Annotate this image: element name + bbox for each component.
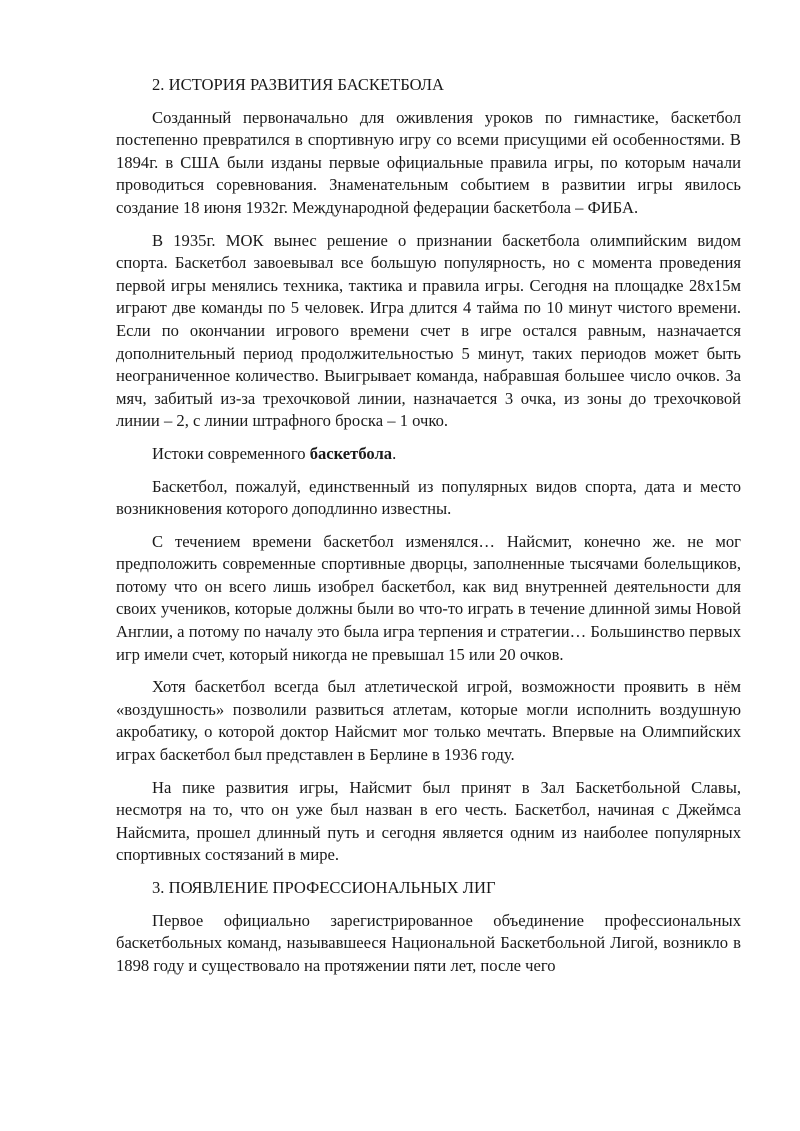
origins-text: Истоки современного — [152, 443, 310, 463]
paragraph-first-league: Первое официально зарегистрированное объединение профессиональных баскетбольных команд, называвшееся Национальной Баскетбольной Лигой, возникло в 1898 году и существовало на протяжении пяти лет, после чего — [116, 910, 741, 975]
origins-period: . — [392, 443, 397, 463]
paragraph-athletic-game: Хотя баскетбол всегда был атлетической игрой, возможности проявить в нём «воздушность» позволили развиться атлетам, которые могли исполнить воздушную акробатику, о которой доктор Найсмит мог только мечтать. Впервые на Олимпийских играх баскетбол был представлен в Берлине в 1936 году. — [116, 677, 741, 765]
paragraph-hall-of-fame: На пике развития игры, Найсмит был принят в Зал Баскетбольной Славы, несмотря на то, что он уже был назван в его честь. Баскетбол, начиная с Джеймса Найсмита, прошел длинный путь и сегодня является одним из наиболее популярных спортивных состязаний в мире. — [116, 777, 741, 865]
paragraph-origins-title — [116, 443, 741, 466]
document-page — [116, 74, 741, 987]
section-heading-history: 2. ИСТОРИЯ РАЗВИТИЯ БАСКЕТБОЛА — [152, 75, 445, 94]
section-heading-pro-leagues: 3. ПОЯВЛЕНИЕ ПРОФЕССИОНАЛЬНЫХ ЛИГ — [152, 878, 496, 897]
paragraph-naismith-change: С течением времени баскетбол изменялся… Найсмит, конечно же. не мог предположить современные спортивные дворцы, заполненные тысячами болельщиков, потому что он всего лишь изобрел баскетбол, как вид внутренней деятельности для своих учеников, которые должны были во что-то играть в течение длинной зимы Новой Англии, а потому по началу это была игра терпения и стратегии… Большинство первых игр имели счет, который никогда не превышал 15 или 20 очков. — [116, 531, 741, 664]
origins-bold-word: баскетбола — [309, 443, 393, 463]
paragraph-origin: Созданный первоначально для оживления уроков по гимнастике, баскетбол постепенно превратился в спортивную игру со всеми присущими ей особенностями. В 1894г. в США были изданы первые официальные правила игры, по которым начали проводиться соревнования. Знаменательным событием в развитии игры явилось создание 18 июня 1932г. Международной федерации баскетбола – ФИБА. — [116, 107, 741, 217]
paragraph-unique-sport: Баскетбол, пожалуй, единственный из популярных видов спорта, дата и место возникновения которого доподлинно известны. — [116, 476, 741, 519]
paragraph-olympic-rules: В 1935г. МОК вынес решение о признании баскетбола олимпийским видом спорта. Баскетбол завоевывал все большую популярность, но с момента проведения первой игры менялись техника, тактика и правила игры. Сегодня на площадке 28х15м играют две команды по 5 человек. Игра длится 4 тайма по 10 минут чистого времени. Если по окончании игрового времени счет в игре остался равным, назначается дополнительный период продолжительностью 5 минут, таких периодов может быть неограниченное количество. Выигрывает команда, набравшая большее число очков. За мяч, забитый из-за трехочковой линии, назначается 3 очка, из зоны до трехочковой линии – 2, с линии штрафного броска – 1 очко. — [116, 230, 741, 431]
